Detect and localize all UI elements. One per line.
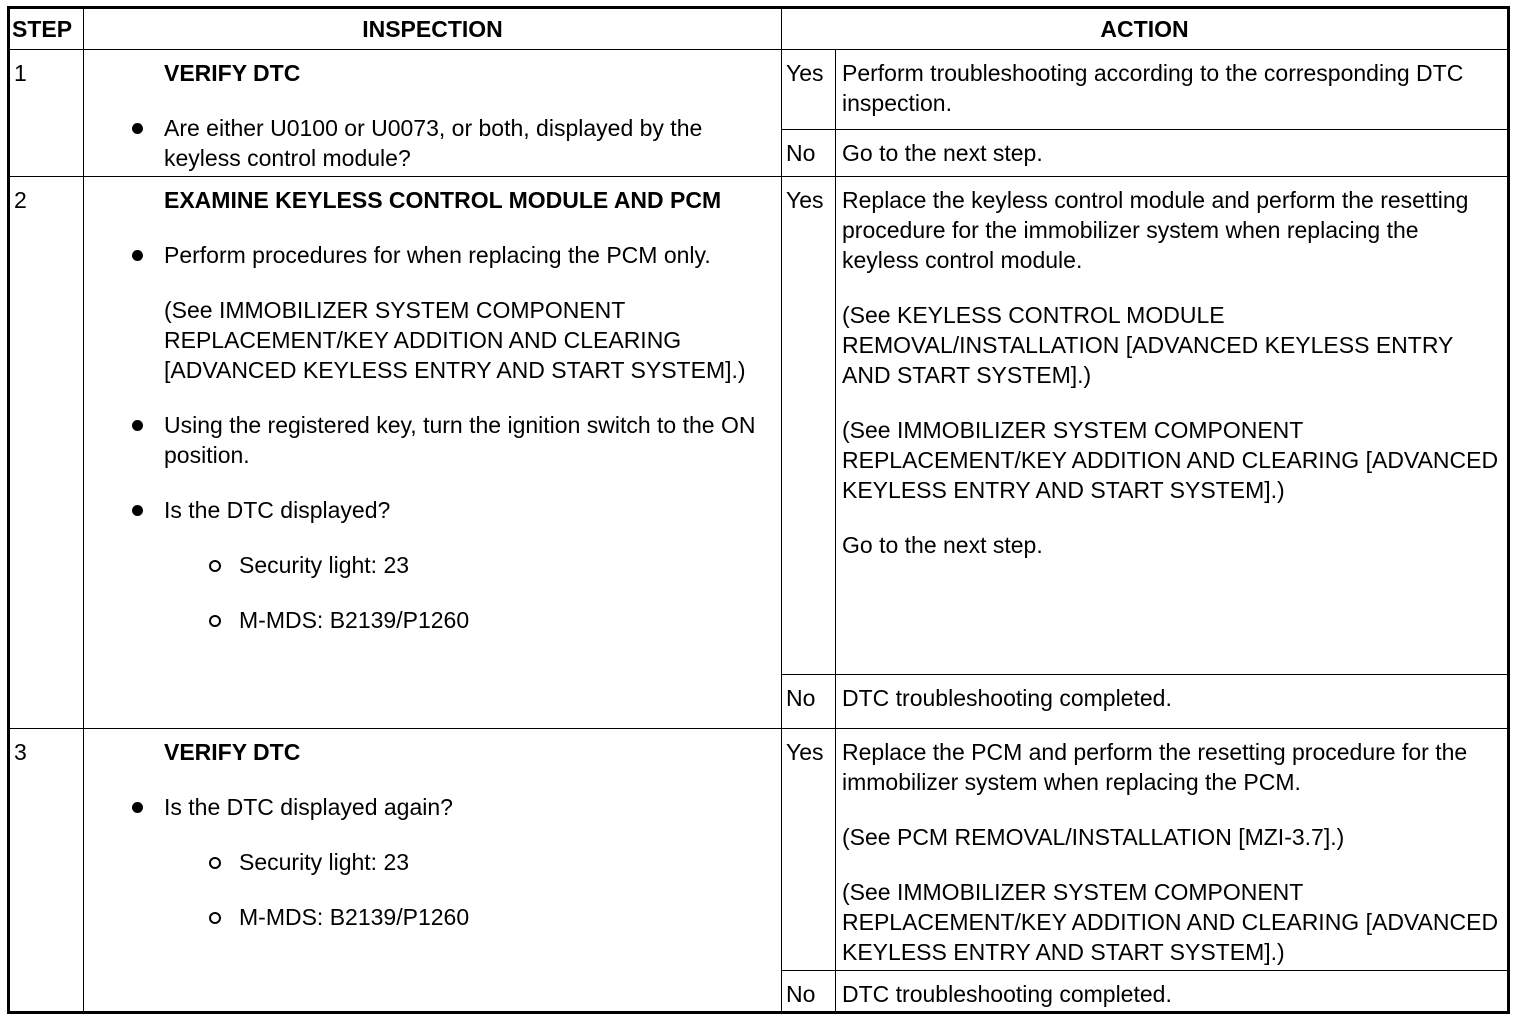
inspection-sub-bullet: M-MDS: B2139/P1260	[239, 902, 761, 932]
yes-label: Yes	[782, 729, 836, 971]
inspection-header: INSPECTION	[84, 8, 782, 50]
step-number: 3	[9, 729, 84, 1013]
action-text: Go to the next step.	[842, 532, 1043, 558]
inspection-cell	[84, 177, 782, 729]
step-2-yes-row	[9, 177, 1509, 675]
yes-action	[836, 729, 1509, 971]
header-row	[9, 8, 1509, 50]
step-3-yes-row	[9, 729, 1509, 971]
action-reference: (See IMMOBILIZER SYSTEM COMPONENT REPLACEMENT/KEY ADDITION AND CLEARING [ADVANCED KEYLESS ENTRY AND START SYSTEM].)	[842, 879, 1499, 965]
step-header: STEP	[9, 8, 84, 50]
inspection-cell	[84, 729, 782, 1013]
no-action: DTC troubleshooting completed.	[836, 971, 1509, 1013]
inspection-sub-bullet: Security light: 23	[239, 550, 761, 580]
no-label: No	[782, 675, 836, 729]
action-text: Replace the keyless control module and perform the resetting procedure for the immobilizer system when replacing the keyless control module.	[842, 187, 1469, 273]
no-action: DTC troubleshooting completed.	[836, 675, 1509, 729]
inspection-title: VERIFY DTC	[164, 60, 301, 86]
step-1-yes-row	[9, 50, 1509, 130]
action-header: ACTION	[782, 8, 1509, 50]
no-label: No	[782, 130, 836, 177]
inspection-sub-bullet: M-MDS: B2139/P1260	[239, 605, 761, 635]
yes-label: Yes	[782, 50, 836, 130]
yes-label: Yes	[782, 177, 836, 675]
step-number: 2	[9, 177, 84, 729]
inspection-bullet: Is the DTC displayed again?	[164, 792, 761, 822]
action-text: Replace the PCM and perform the resetting procedure for the immobilizer system when replacing the PCM.	[842, 739, 1468, 795]
inspection-bullet: Using the registered key, turn the ignition switch to the ON position.	[164, 410, 761, 470]
inspection-bullet: Are either U0100 or U0073, or both, displayed by the keyless control module?	[164, 113, 761, 173]
inspection-title: VERIFY DTC	[164, 739, 301, 765]
step-number: 1	[9, 50, 84, 177]
inspection-cell	[84, 50, 782, 177]
inspection-bullet: Is the DTC displayed?	[164, 495, 761, 525]
action-reference: (See KEYLESS CONTROL MODULE REMOVAL/INSTALLATION [ADVANCED KEYLESS ENTRY AND START SYSTEM].)	[842, 302, 1453, 388]
inspection-sub-bullet: Security light: 23	[239, 847, 761, 877]
yes-action	[836, 177, 1509, 675]
no-action: Go to the next step.	[836, 130, 1509, 177]
inspection-title: EXAMINE KEYLESS CONTROL MODULE AND PCM	[164, 187, 722, 213]
inspection-bullet: Perform procedures for when replacing the PCM only.	[164, 240, 761, 270]
no-label: No	[782, 971, 836, 1013]
troubleshooting-table	[7, 6, 1510, 1014]
action-reference: (See PCM REMOVAL/INSTALLATION [MZI-3.7].)	[842, 824, 1345, 850]
action-text: Perform troubleshooting according to the corresponding DTC inspection.	[842, 60, 1464, 116]
yes-action	[836, 50, 1509, 130]
action-reference: (See IMMOBILIZER SYSTEM COMPONENT REPLACEMENT/KEY ADDITION AND CLEARING [ADVANCED KEYLESS ENTRY AND START SYSTEM].)	[842, 417, 1499, 503]
inspection-reference: (See IMMOBILIZER SYSTEM COMPONENT REPLACEMENT/KEY ADDITION AND CLEARING [ADVANCED KEYLESS ENTRY AND START SYSTEM].)	[164, 297, 746, 383]
